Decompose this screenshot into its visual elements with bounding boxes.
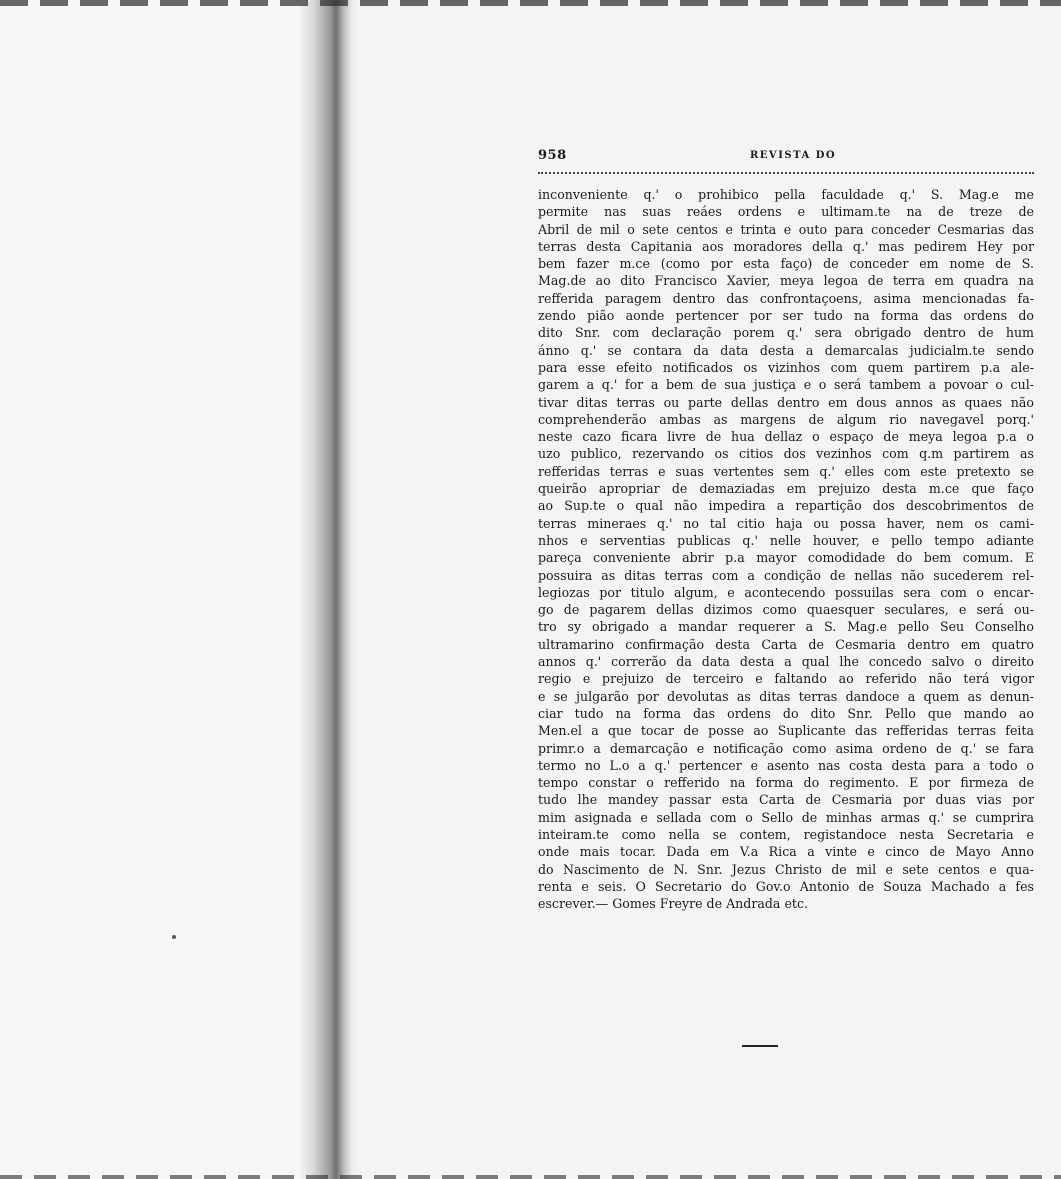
bottom-page-edge (0, 1175, 1061, 1179)
text-line: possuira as ditas terras com a condição de nellas não sucederem rel- (538, 567, 1034, 583)
text-line: queirão apropriar de demaziadas em prejuizo desta m.ce que faço (538, 481, 1034, 497)
text-line: tempo constar o refferido na forma do regimento. E por firmeza de (538, 775, 1034, 791)
document-body (538, 186, 1034, 912)
text-line: dito Snr. com declaração porem q.' sera obrigado dentro de hum (538, 325, 1034, 341)
text-line: ao Sup.te o qual não impedira a repartição dos descobrimentos de (538, 498, 1034, 514)
text-line: inconveniente q.' o prohibico pella faculdade q.' S. Mag.e me (538, 187, 1034, 202)
end-rule (742, 1045, 778, 1047)
text-line: garem a q.' for a bem de sua justiça e o será tambem a povoar o cul- (538, 377, 1034, 393)
text-line: termo no L.o a q.' pertencer e asento nas costa desta para a todo o (538, 757, 1034, 773)
text-line: ánno q.' se contara da data desta a demarcalas judicialm.te sendo (538, 342, 1034, 358)
text-line: terras mineraes q.' no tal citio haja ou possa haver, nem os cami- (538, 515, 1034, 531)
text-line: legiozas por titulo algum, e acontecendo possuilas sera com o encar- (538, 584, 1034, 600)
text-line: Men.el a que tocar de posse ao Suplicante das refferidas terras feita (538, 723, 1034, 739)
paper-speck (172, 935, 176, 939)
text-line: mim asignada e sellada com o Sello de minhas armas q.' se cumprira (538, 809, 1034, 825)
text-line: refferidas terras e suas vertentes sem q.' elles com este pretexto se (538, 463, 1034, 479)
text-line: annos q.' correrão da data desta a qual lhe concedo salvo o direito (538, 654, 1034, 670)
text-line: terras desta Capitania aos moradores della q.' mas pedirem Hey por (538, 238, 1034, 254)
text-line: uzo publico, rezervando os citios dos vezinhos com q.m partirem as (538, 446, 1034, 462)
text-line: inteiram.te como nella se contem, registandoce nesta Secretaria e (538, 826, 1034, 842)
text-line: zendo pião aonde pertencer por ser tudo na forma das ordens do (538, 308, 1034, 324)
text-line: renta e seis. O Secretario do Gov.o Antonio de Souza Machado a fes (538, 878, 1034, 894)
book-gutter (300, 0, 360, 1179)
text-line: pareça conveniente abrir p.a mayor comodidade do bem comum. E (538, 550, 1034, 566)
text-line-last: escrever.— Gomes Freyre de Andrada etc. (538, 896, 809, 912)
text-line: do Nascimento de N. Snr. Jezus Christo de mil e sete centos e qua- (538, 861, 1034, 877)
text-line: onde mais tocar. Dada em V.a Rica a vinte e cinco de Mayo Anno (538, 844, 1034, 860)
text-line: bem fazer m.ce (como por esta faço) de conceder em nome de S. (538, 256, 1034, 272)
text-line: nhos e serventias publicas q.' nelle houver, e pello tempo adiante (538, 532, 1034, 548)
text-line: comprehenderão ambas as margens de algum rio navegavel porq.' (538, 411, 1034, 427)
text-line: tro sy obrigado a mandar requerer a S. Mag.e pello Seu Conselho (538, 619, 1034, 635)
text-line: go de pagarem dellas dizimos como quaesquer seculares, e será ou- (538, 602, 1034, 618)
text-line: tivar ditas terras ou parte dellas dentro em dous annos as quaes não (538, 394, 1034, 410)
top-page-edge (0, 0, 1061, 6)
running-head: REVISTA DO (750, 150, 837, 161)
text-line: para esse efeito notificados os vizinhos com quem partirem p.a ale- (538, 359, 1034, 375)
text-line: Mag.de ao dito Francisco Xavier, meya legoa de terra em quadra na (538, 273, 1034, 289)
text-line: refferida paragem dentro das confrontaçoens, asima mencionadas fa- (538, 290, 1034, 306)
text-line: tudo lhe mandey passar esta Carta de Cesmaria por duas vias por (538, 792, 1034, 808)
header-rule (538, 172, 1034, 174)
text-line: permite nas suas reáes ordens e ultimam.te na de treze de (538, 204, 1034, 220)
text-line: ultramarino confirmação desta Carta de Cesmaria dentro em quatro (538, 636, 1034, 652)
page-header (538, 146, 1034, 170)
left-blank-page (0, 0, 300, 1179)
text-line: Abril de mil o sete centos e trinta e outo para conceder Cesmarias das (538, 221, 1034, 237)
page-number: 958 (538, 148, 567, 163)
text-line: primr.o a demarcação e notificação como asima ordeno de q.' se fara (538, 740, 1034, 756)
text-line: e se julgarão por devolutas as ditas terras dandoce a quem as denun- (538, 688, 1034, 704)
text-line: regio e prejuizo de terceiro e faltando ao referido não terá vigor (538, 671, 1034, 687)
text-line: ciar tudo na forma das ordens do dito Snr. Pello que mando ao (538, 705, 1034, 721)
text-line: neste cazo ficara livre de hua dellaz o espaço de meya legoa p.a o (538, 429, 1034, 445)
